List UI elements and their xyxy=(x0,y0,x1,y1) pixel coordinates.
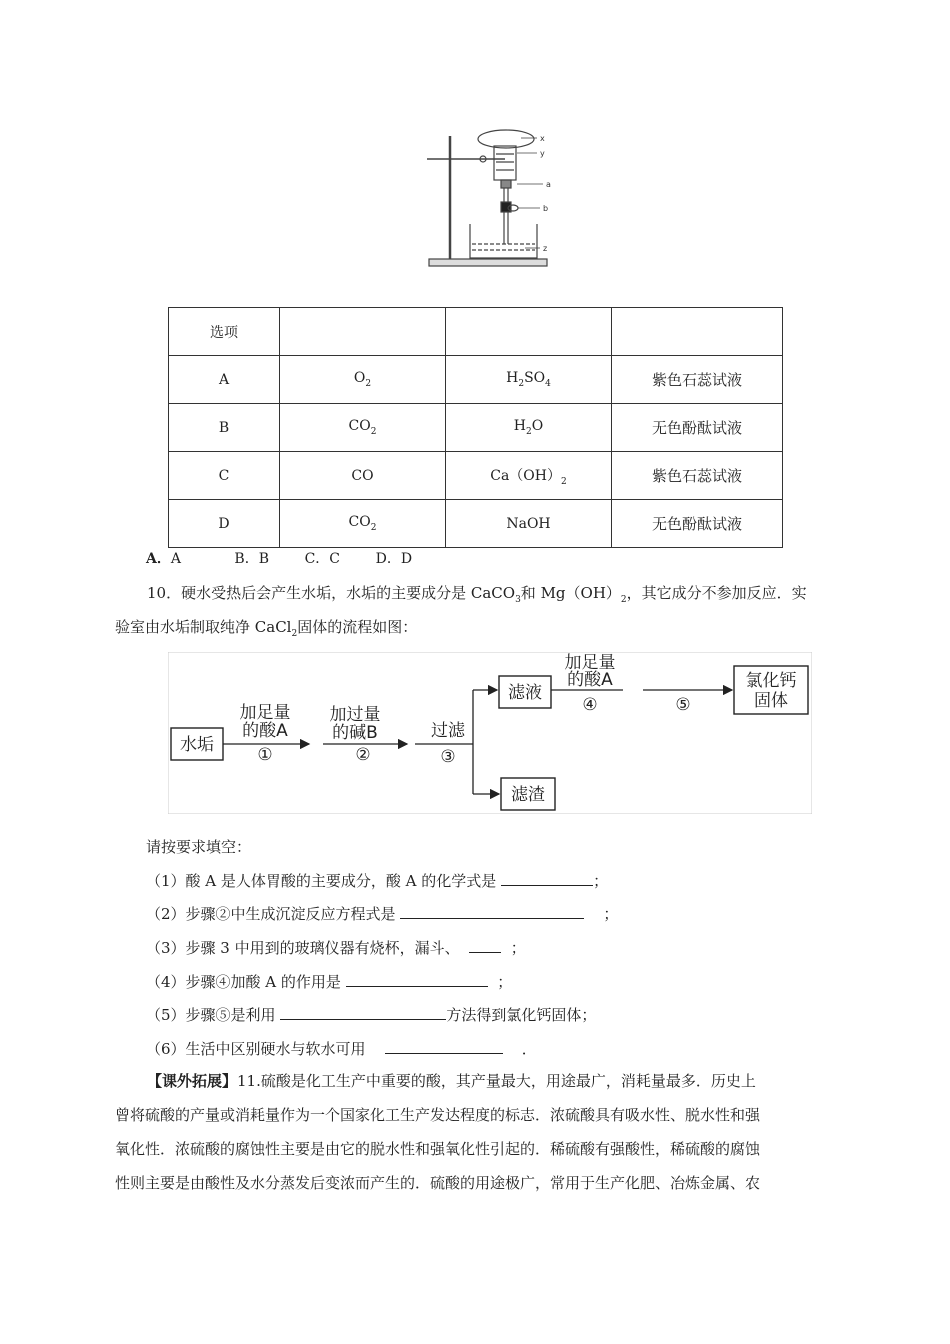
table-cell: 紫色石蕊试液 xyxy=(612,452,783,500)
table-cell: $H_2O$ xyxy=(446,404,612,452)
flow-residue: 滤渣 xyxy=(511,785,545,805)
step5-num: ⑤ xyxy=(675,695,691,715)
table-cell xyxy=(612,308,783,356)
table-cell: CO xyxy=(280,452,446,500)
step2-top: 加过量 xyxy=(329,705,381,725)
choice-a-label: A． xyxy=(146,551,171,567)
answer-blank[interactable] xyxy=(469,938,501,953)
choice-c: C．C xyxy=(304,551,341,567)
table-cell: 选项 xyxy=(169,308,280,356)
table-cell: $H_2SO_4$ xyxy=(446,356,612,404)
step4-mid: 的酸A xyxy=(567,670,613,690)
label-a: a xyxy=(546,180,551,189)
step2-num: ② xyxy=(355,745,371,765)
fill-q4: （4）步骤④加酸 A 的作用是 ； xyxy=(146,973,513,991)
flow-start: 水垢 xyxy=(180,735,214,755)
step1-top: 加足量 xyxy=(239,703,291,723)
answer-blank[interactable] xyxy=(501,871,593,886)
answer-blank[interactable] xyxy=(280,1005,446,1020)
table-row xyxy=(169,452,783,500)
step1-mid: 的酸A xyxy=(242,721,288,741)
fill-intro: 请按要求填空： xyxy=(146,838,252,856)
choice-a: A xyxy=(170,551,181,567)
table-cell: B xyxy=(169,404,280,452)
label-y: y xyxy=(540,149,545,158)
answer-blank[interactable] xyxy=(400,904,584,919)
question-11-line3: 氧化性．浓硫酸的腐蚀性主要是由它的脱水性和强氧化性引起的．稀硫酸有强酸性，稀硫酸的腐蚀 xyxy=(115,1140,761,1158)
table-cell: $O_2$ xyxy=(280,356,446,404)
question-11-line1: 【课外拓展】11.硫酸是化工生产中重要的酸，其产量最大，用途最广，消耗量最多．历史上 xyxy=(147,1072,756,1090)
question-11-line2: 曾将硫酸的产量或消耗量作为一个国家化工生产发达程度的标志．浓硫酸具有吸水性、脱水性和强 xyxy=(115,1106,761,1124)
table-cell: 无色酚酞试液 xyxy=(612,404,783,452)
flow-end-2: 固体 xyxy=(754,691,788,711)
step3-top: 过滤 xyxy=(431,721,465,741)
table-cell: C xyxy=(169,452,280,500)
label-b: b xyxy=(543,204,549,213)
table-cell: $CO_2$ xyxy=(280,500,446,548)
answer-blank[interactable] xyxy=(385,1039,503,1054)
table-cell: NaOH xyxy=(446,500,612,548)
table-cell: $CO_2$ xyxy=(280,404,446,452)
fill-q3: （3）步骤 3 中用到的玻璃仪器有烧杯，漏斗、 ； xyxy=(146,939,526,957)
choice-b: B．B xyxy=(234,551,269,567)
answer-choices xyxy=(146,548,412,568)
table-cell: 无色酚酞试液 xyxy=(612,500,783,548)
question-11-line4: 性则主要是由酸性及水分蒸发后变浓而产生的．硫酸的用途极广，常用于生产化肥、冶炼金属、农 xyxy=(115,1174,761,1192)
fill-q6: （6）生活中区别硬水与软水可用 ． xyxy=(146,1040,537,1058)
flow-filtrate: 滤液 xyxy=(508,683,542,703)
step4-top: 加足量 xyxy=(564,653,616,673)
step1-num: ① xyxy=(257,745,273,765)
options-table xyxy=(168,307,783,548)
answer-blank[interactable] xyxy=(346,972,488,987)
table-cell: A xyxy=(169,356,280,404)
process-flow-diagram xyxy=(168,652,812,814)
extension-tag: 【课外拓展】 xyxy=(147,1072,238,1090)
table-header-row xyxy=(169,308,783,356)
table-row xyxy=(169,500,783,548)
label-x: x xyxy=(540,134,545,143)
table-row xyxy=(169,356,783,404)
step4-num: ④ xyxy=(582,695,598,715)
table-cell: $Ca(OH)_2$ xyxy=(446,452,612,500)
fill-q2: （2）步骤②中生成沉淀反应方程式是 ； xyxy=(146,905,619,923)
choice-d: D．D xyxy=(375,551,413,567)
fill-q1: （1）酸 A 是人体胃酸的主要成分，酸 A 的化学式是 ； xyxy=(146,872,609,890)
label-z: z xyxy=(543,244,548,253)
step3-num: ③ xyxy=(440,747,456,767)
table-cell: D xyxy=(169,500,280,548)
question-10-line2: 验室由水垢制取纯净 CaCl$_2$固体的流程如图： xyxy=(115,618,418,639)
apparatus-diagram xyxy=(425,126,560,269)
flow-end-1: 氯化钙 xyxy=(745,671,797,691)
fill-q5: （5）步骤⑤是利用 方法得到氯化钙固体； xyxy=(146,1006,597,1024)
table-cell: 紫色石蕊试液 xyxy=(612,356,783,404)
step2-mid: 的碱B xyxy=(332,723,378,743)
table-cell xyxy=(280,308,446,356)
table-row xyxy=(169,404,783,452)
table-cell xyxy=(446,308,612,356)
question-10: 10．硬水受热后会产生水垢，水垢的主要成分是 CaCO$_3$和 $Mg(OH)_2$，其它成分不参加反应．实 xyxy=(147,584,807,605)
